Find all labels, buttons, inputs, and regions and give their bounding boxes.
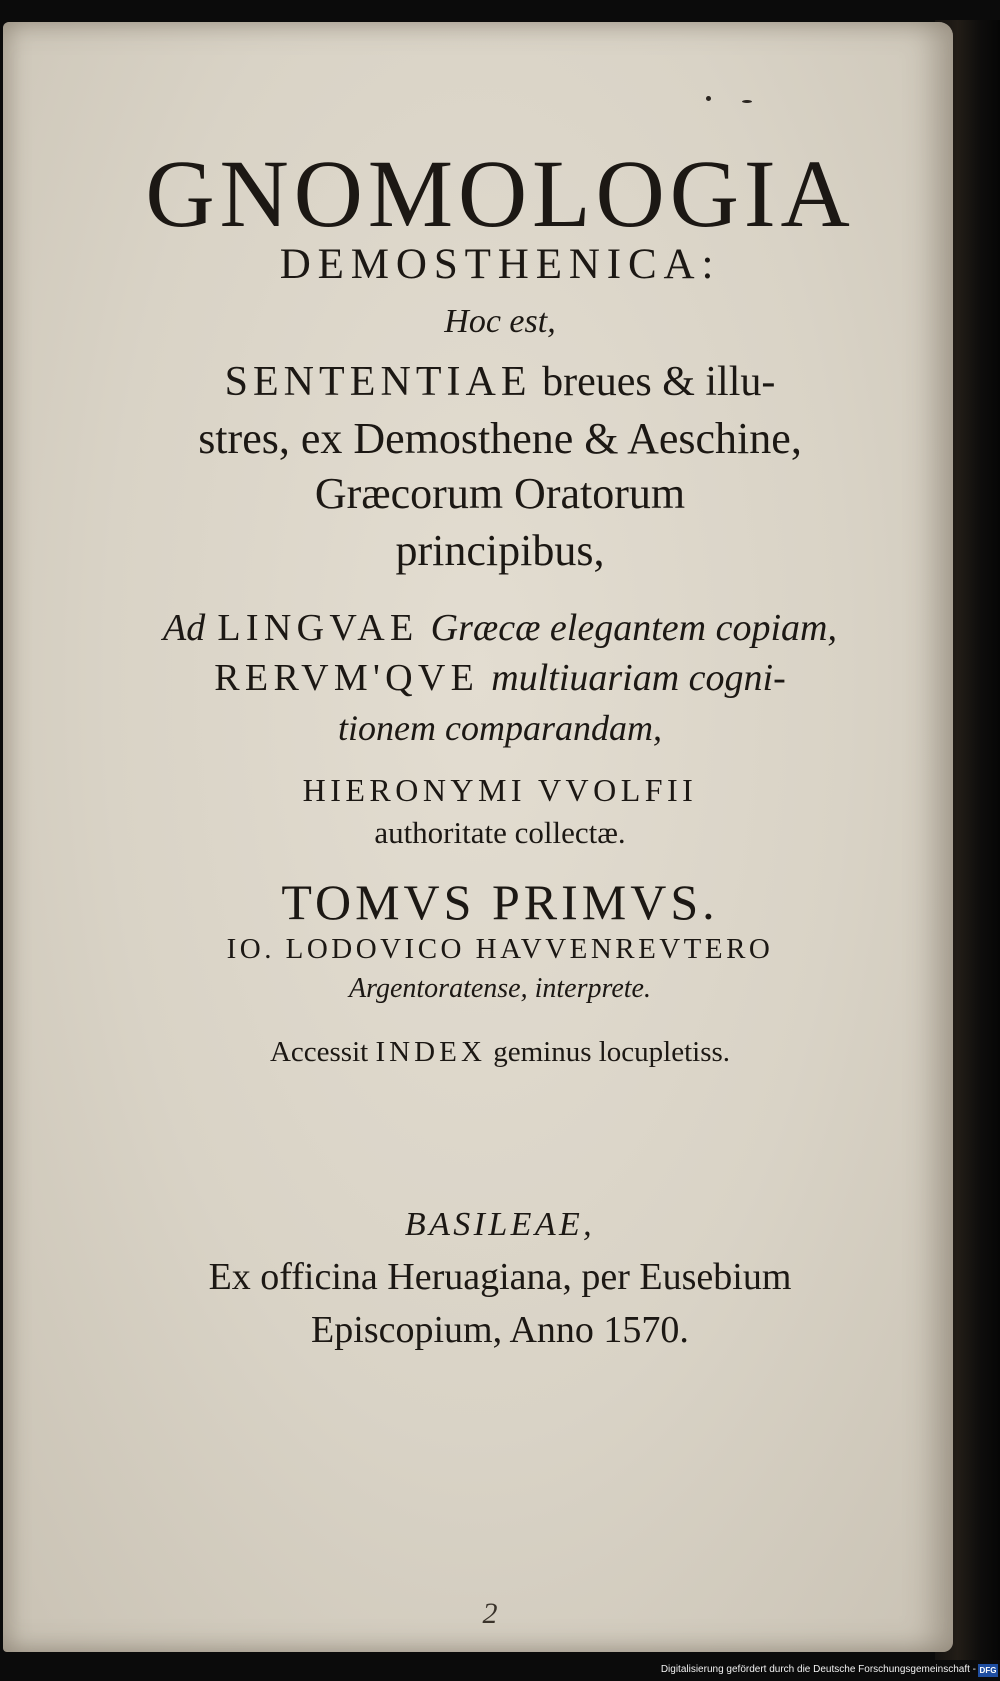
sententiae-rest: breues & illu-	[542, 359, 776, 405]
graecae-text: Græcæ elegantem copiam,	[430, 607, 837, 649]
ad-linguae-line	[0, 605, 1000, 650]
rerumque-caps: RERVM'QVE	[214, 657, 480, 699]
principibus-line: principibus,	[395, 526, 605, 575]
authoritate-line: authoritate collectæ.	[374, 815, 626, 850]
ad-word: Ad	[163, 607, 206, 649]
interprete-line: Argentoratense, interprete.	[349, 973, 651, 1004]
accessit-rest: geminus locupletiss.	[493, 1036, 731, 1068]
multiuariam-text: multiuariam cogni-	[491, 657, 786, 699]
sententiae-caps: SENTENTIAE	[224, 359, 532, 405]
dfg-credit: Digitalisierung gefördert durch die Deutsche Forschungsgemeinschaft -	[660, 1664, 976, 1675]
place-basileae: BASILEAE,	[404, 1206, 596, 1243]
accessit-word: Accessit	[269, 1036, 369, 1068]
translator-name: IO. LODOVICO HAVVENREVTERO	[226, 933, 774, 965]
imprint-line: Ex officina Heruagiana, per Eusebium	[208, 1256, 792, 1298]
book-subtitle: DEMOSTHENICA:	[279, 241, 721, 288]
linguae-caps: LINGVAE	[217, 607, 419, 649]
tionem-line: tionem comparandam,	[338, 708, 662, 748]
stres-line: stres, ex Demosthene & Aeschine,	[198, 414, 802, 463]
dfg-logo-icon	[978, 1664, 998, 1677]
index-caps: INDEX	[375, 1036, 486, 1068]
graecorum-line: Græcorum Oratorum	[314, 469, 686, 518]
rerumque-line	[0, 655, 1000, 700]
accessit-line	[0, 1036, 1000, 1069]
sententiae-line	[0, 358, 1000, 406]
book-title: GNOMOLOGIA	[145, 140, 855, 247]
volume-label: TOMVS PRIMVS.	[281, 874, 719, 930]
ink-spot	[706, 96, 711, 101]
imprint-date-line: Episcopium, Anno 1570.	[311, 1309, 689, 1351]
author-name: HIERONYMI VVOLFII	[302, 772, 698, 808]
dfg-logo-text: DFG	[979, 1666, 997, 1675]
page-mark: 2	[482, 1597, 498, 1630]
hoc-est-line: Hoc est,	[444, 303, 556, 340]
ink-spot	[742, 100, 752, 103]
